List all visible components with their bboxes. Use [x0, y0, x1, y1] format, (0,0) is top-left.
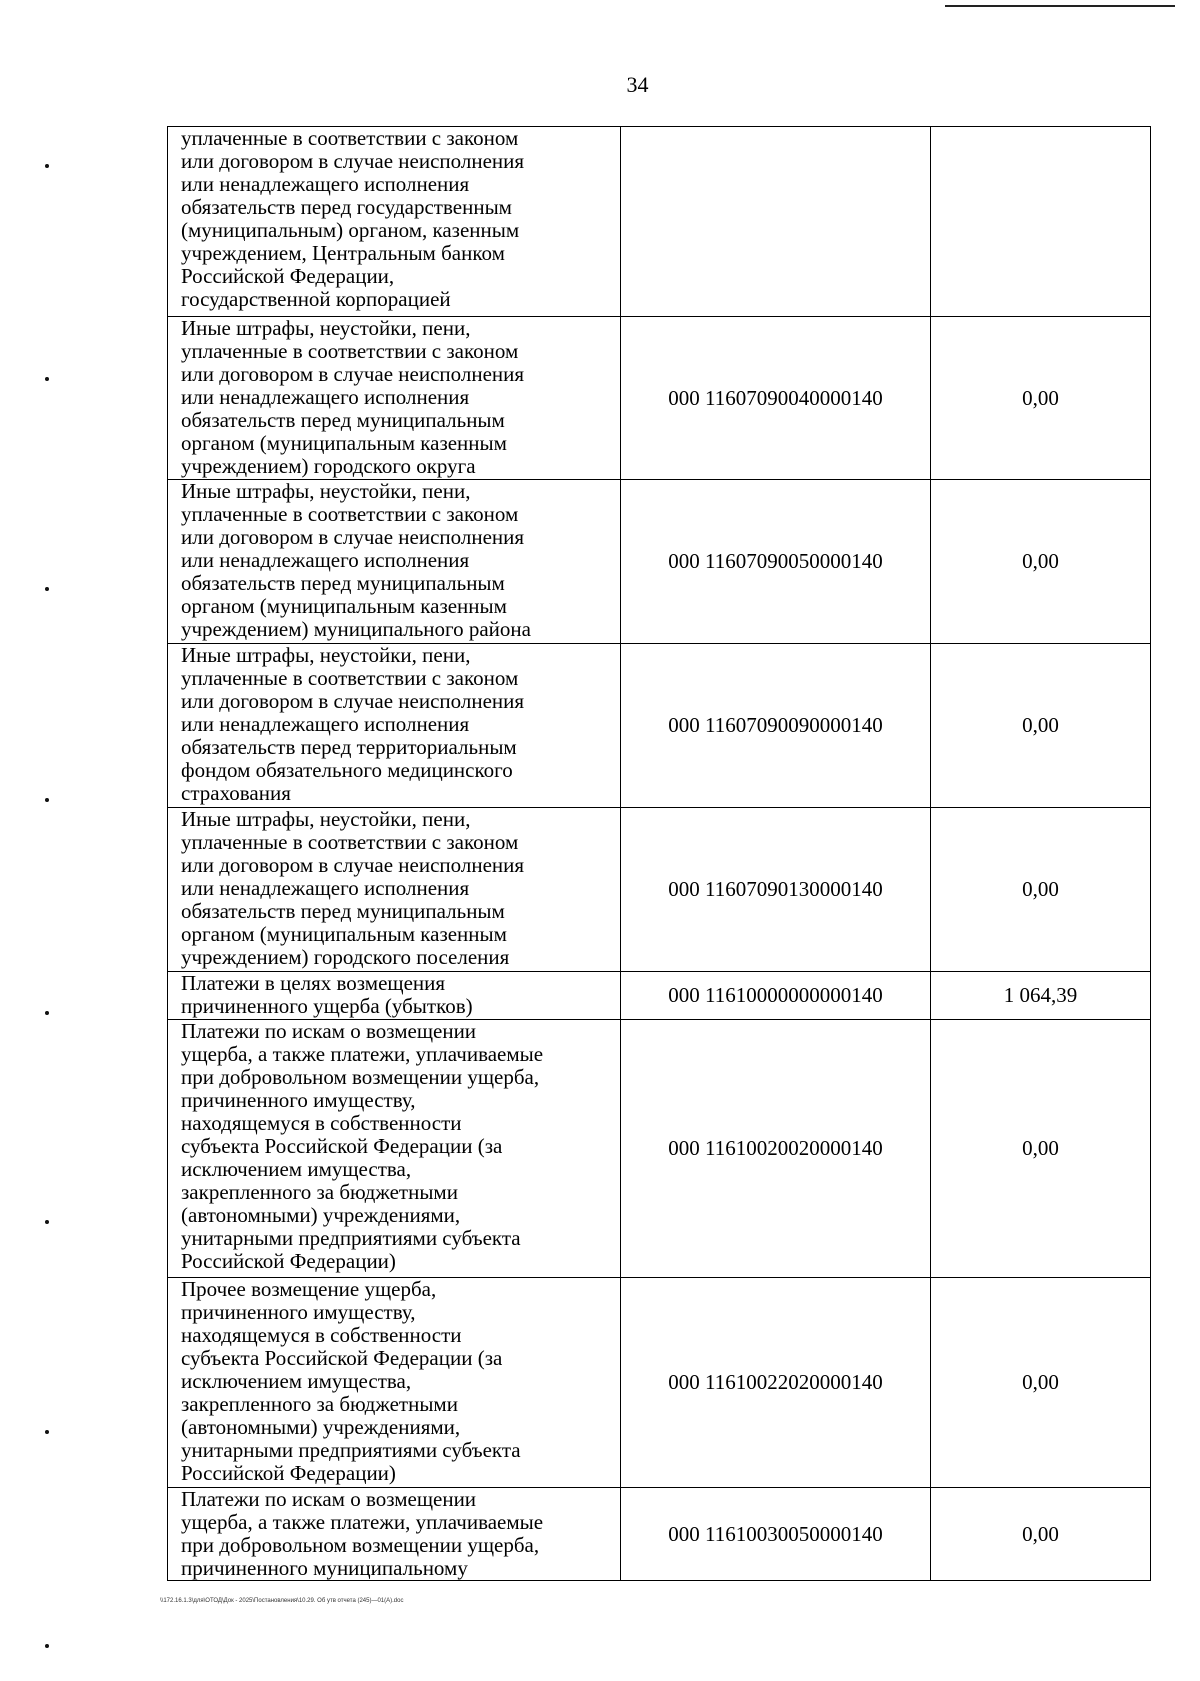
row-code-cell: 000 11610000000000140	[621, 972, 931, 1020]
row-code-cell: 000 11610020020000140	[621, 1020, 931, 1278]
row-sum-cell: 0,00	[931, 1488, 1151, 1581]
margin-dot	[45, 1644, 49, 1648]
row-sum-cell: 0,00	[931, 1278, 1151, 1488]
row-code-cell: 000 11607090050000140	[621, 480, 931, 644]
margin-dot	[45, 1220, 49, 1224]
table-row	[168, 1020, 1151, 1278]
margin-dot	[45, 587, 49, 591]
page-number: 34	[626, 72, 649, 97]
row-sum-cell: 0,00	[931, 317, 1151, 480]
row-code-cell: 000 11610030050000140	[621, 1488, 931, 1581]
row-name-cell: Платежи по искам о возмещении ущерба, а также платежи, уплачиваемые при добровольном возмещении ущерба, причиненного муниципальному	[168, 1488, 621, 1581]
table-row	[168, 317, 1151, 480]
row-sum-cell: 0,00	[931, 808, 1151, 972]
row-name-cell: Иные штрафы, неустойки, пени, уплаченные в соответствии с законом или договором в случае неисполнения или ненадлежащего исполнения обязательств перед муниципальным органом (муниципальным казенным учреждением) муниципального района	[168, 480, 621, 644]
row-sum-cell: 0,00	[931, 644, 1151, 808]
row-sum-cell: 0,00	[931, 480, 1151, 644]
table-row	[168, 1488, 1151, 1581]
row-name-cell: Платежи в целях возмещения причиненного ущерба (убытков)	[168, 972, 621, 1020]
row-name-cell: Иные штрафы, неустойки, пени, уплаченные в соответствии с законом или договором в случае неисполнения или ненадлежащего исполнения обязательств перед муниципальным органом (муниципальным казенным учреждением) городского поселения	[168, 808, 621, 972]
table-row	[168, 1278, 1151, 1488]
footer-file-path: \\172.16.1.3\для\ОТОД\Док - 2025\Постановления\10.29. Об утв отчета (245)—01(А).doc	[160, 1598, 404, 1604]
row-sum-cell	[931, 127, 1151, 317]
margin-dot	[45, 1430, 49, 1434]
margin-dot	[45, 377, 49, 381]
revenue-table	[167, 126, 1151, 1581]
row-name-cell: Иные штрафы, неустойки, пени, уплаченные в соответствии с законом или договором в случае неисполнения или ненадлежащего исполнения обязательств перед муниципальным органом (муниципальным казенным учреждением) городского округа	[168, 317, 621, 480]
margin-dot	[45, 164, 49, 168]
table-row	[168, 808, 1151, 972]
row-code-cell: 000 11607090040000140	[621, 317, 931, 480]
row-sum-cell: 1 064,39	[931, 972, 1151, 1020]
table-row	[168, 127, 1151, 317]
row-sum-cell: 0,00	[931, 1020, 1151, 1278]
row-code-cell: 000 11607090090000140	[621, 644, 931, 808]
row-code-cell	[621, 127, 931, 317]
row-code-cell: 000 11607090130000140	[621, 808, 931, 972]
top-rule	[945, 5, 1175, 7]
table-row	[168, 644, 1151, 808]
row-name-cell: уплаченные в соответствии с законом или договором в случае неисполнения или ненадлежащего исполнения обязательств перед государственным (муниципальным) органом, казенным учреждением, Центральным банком Российской Федерации, государственной корпорацией	[168, 127, 621, 317]
margin-dot	[45, 1011, 49, 1015]
margin-dot	[45, 798, 49, 802]
table-row	[168, 480, 1151, 644]
row-name-cell: Платежи по искам о возмещении ущерба, а также платежи, уплачиваемые при добровольном возмещении ущерба, причиненного имуществу, находящемуся в собственности субъекта Российской Федерации (за исключением имущества, закрепленного за бюджетными (автономными) учреждениями, унитарными предприятиями субъекта Российской Федерации)	[168, 1020, 621, 1278]
table-row	[168, 972, 1151, 1020]
row-code-cell: 000 11610022020000140	[621, 1278, 931, 1488]
row-name-cell: Прочее возмещение ущерба, причиненного имуществу, находящемуся в собственности субъекта Российской Федерации (за исключением имущества, закрепленного за бюджетными (автономными) учреждениями, унитарными предприятиями субъекта Российской Федерации)	[168, 1278, 621, 1488]
row-name-cell: Иные штрафы, неустойки, пени, уплаченные в соответствии с законом или договором в случае неисполнения или ненадлежащего исполнения обязательств перед территориальным фондом обязательного медицинского страхования	[168, 644, 621, 808]
